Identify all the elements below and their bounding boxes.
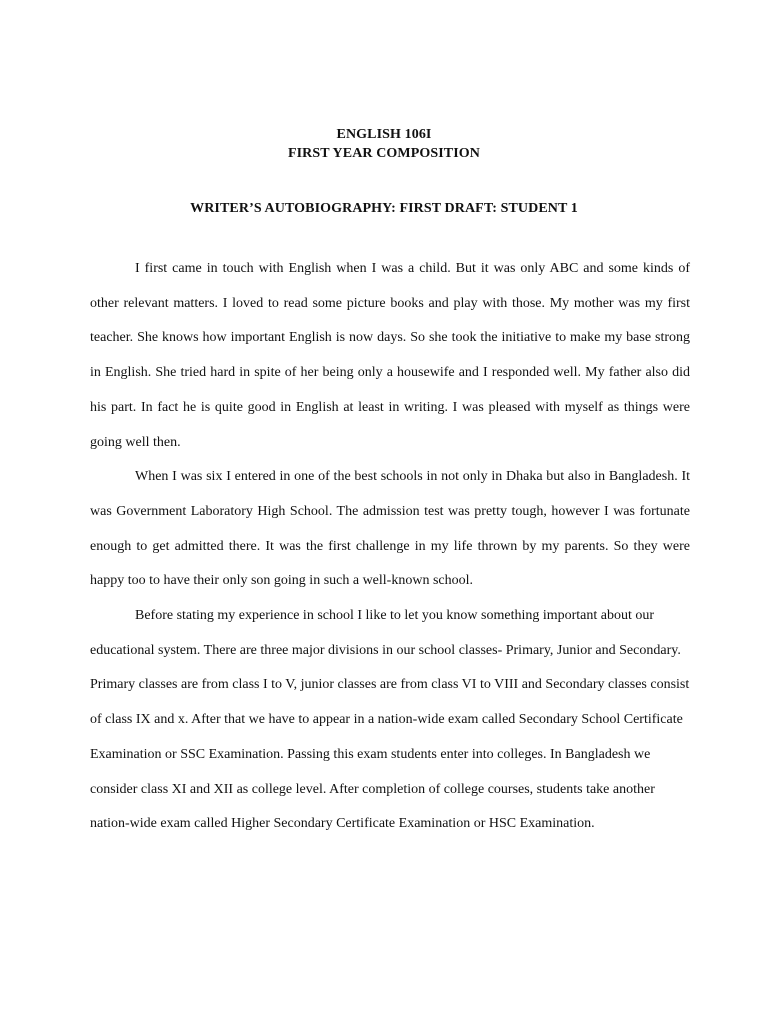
paragraph-1: I first came in touch with English when I was a child. But it was only ABC and some kinds of other relevant matters. I loved to read some picture books and play with those. My mother was my first teacher. She knows how important English is now days. So she took the initiative to make my base strong in English. She tried hard in spite of her being only a housewife and I responded well. My father also did his part. In fact he is quite good in English at least in writing. I was pleased with myself as things were going well then.: [90, 261, 690, 450]
assignment-title-heading: WRITER’S AUTOBIOGRAPHY: FIRST DRAFT: STUDENT 1: [190, 201, 578, 216]
document-body: [90, 252, 690, 842]
paragraph-2: When I was six I entered in one of the best schools in not only in Dhaka but also in Bangladesh. It was Government Laboratory High School. The admission test was pretty tough, however I was fortunate enough to get admitted there. It was the first challenge in my life thrown by my parents. So they were happy too to have their only son going in such a well-known school.: [90, 469, 690, 589]
course-title-heading: FIRST YEAR COMPOSITION: [287, 146, 480, 161]
course-code-heading: ENGLISH 106I: [336, 127, 432, 142]
paragraph-3: Before stating my experience in school I like to let you know something important about our educational system. There are three major divisions in our school classes- Primary, Junior and Secondary. Primary classes are from class I to V, junior classes are from class VI to VIII and Secondary classes consist of class IX and x. After that we have to appear in a nation-wide exam called Secondary School Certificate Examination or SSC Examination. Passing this exam students enter into colleges. In Bangladesh we consider class XI and XII as college level. After completion of college courses, students take another nation-wide exam called Higher Secondary Certificate Examination or HSC Examination.: [90, 608, 690, 832]
